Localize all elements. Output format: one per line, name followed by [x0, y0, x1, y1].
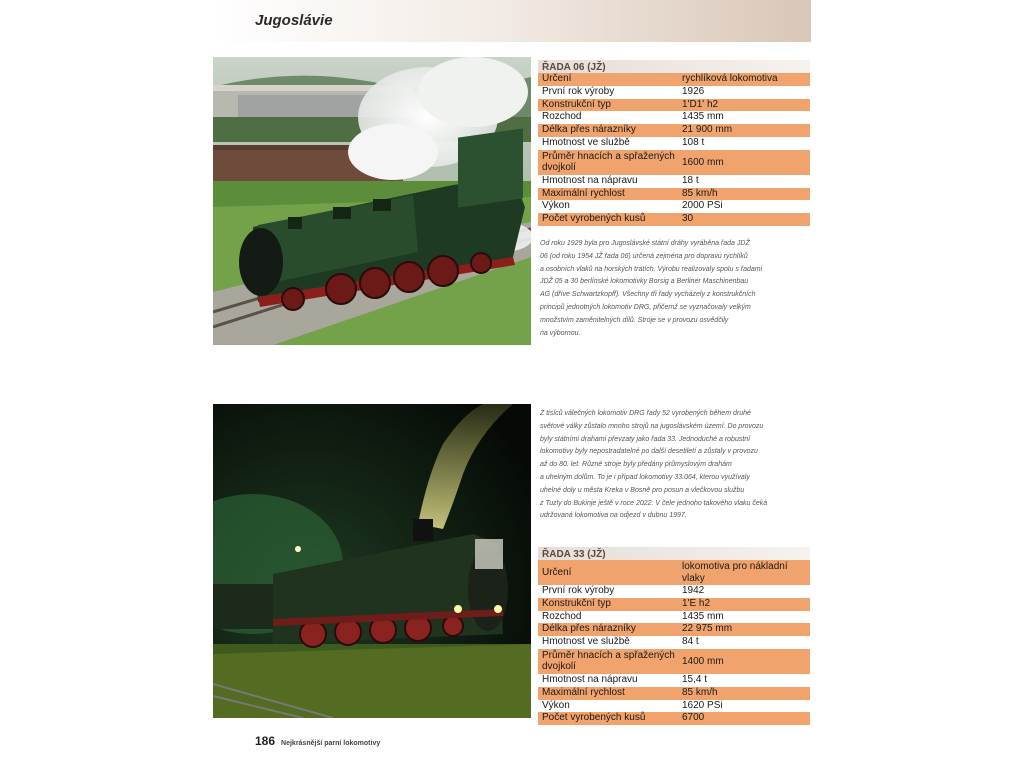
spec-label: Hmotnost na nápravu [542, 174, 638, 186]
description-line: až do 80. let. Různé stroje byly předány průmyslovým drahám [540, 461, 732, 469]
table-row [538, 175, 810, 188]
description-rada-06 [540, 238, 780, 340]
table-row [538, 137, 810, 150]
spec-table-rada-06 [538, 60, 810, 226]
spec-label: Určení [542, 566, 572, 578]
spec-label: Konstrukční typ [542, 597, 611, 609]
spec-label: Hmotnost ve službě [542, 136, 630, 148]
description-line: Od roku 1929 byla pro Jugoslávské státní dráhy vyráběna řada JDŽ [540, 240, 750, 247]
spec-value: 1942 [682, 585, 705, 596]
spec-value: 6700 [682, 712, 705, 724]
spec-label: Délka přes nárazníky [542, 124, 636, 136]
table-row [538, 623, 810, 636]
spec-value: 85 km/h [682, 187, 718, 199]
spec-table-title: ŘADA 06 (JŽ) [538, 60, 810, 73]
spec-value: 1435 mm [682, 610, 724, 622]
spec-label: Průměr hnacích a spřažených dvojkolí [542, 649, 675, 673]
table-row [538, 585, 810, 598]
description-line: na výbornou. [540, 329, 581, 337]
spec-value: rychlíková lokomotiva [682, 73, 778, 84]
table-row [538, 73, 810, 86]
table-row [538, 674, 810, 687]
spec-label: Rozchod [542, 610, 582, 622]
table-row [538, 86, 810, 99]
page-number: 186 [255, 734, 276, 748]
spec-label: Délka přes nárazníky [542, 623, 636, 635]
page-title: Jugoslávie [255, 12, 333, 29]
description-line: světové války zůstalo mnoho strojů na jugoslávském území. Do provozu [540, 422, 764, 430]
description-line: z Tuzly do Bukinje ještě v roce 2022. V čele jednoho takového vlaku čeká [540, 499, 768, 507]
spec-value: 1'D1' h2 [682, 98, 719, 110]
locomotive-photo-night [213, 404, 531, 718]
spec-value: lokomotiva pro nákladní vlaky [682, 561, 788, 584]
locomotive-photo-daytime [213, 57, 531, 345]
table-row [538, 636, 810, 649]
spec-label: Počet vyrobených kusů [542, 712, 646, 724]
spec-table-title: ŘADA 33 (JŽ) [538, 547, 810, 560]
description-line: uhelné doly u města Kreka v Bosně pro posun a vlečkovou službu [540, 486, 745, 494]
table-row [538, 687, 810, 700]
table-row [538, 200, 810, 213]
spec-label: Hmotnost na nápravu [542, 673, 638, 685]
table-row [538, 611, 810, 624]
description-line: byly státními drahami převzaty jako řada 33. Jednoduché a robustní [540, 435, 751, 443]
spec-value: 2000 PSi [682, 200, 723, 212]
spec-label: Průměr hnacích a spřažených dvojkolí [542, 150, 675, 174]
spec-label: Výkon [542, 200, 570, 212]
table-row [538, 111, 810, 124]
table-row [538, 598, 810, 611]
spec-table-rada-33 [538, 547, 810, 725]
spec-value: 1435 mm [682, 111, 724, 123]
spec-value: 1600 mm [682, 156, 724, 168]
description-line: udržovaná lokomotiva na odjezd v dubnu 1997. [540, 512, 687, 520]
spec-value: 85 km/h [682, 686, 718, 698]
description-rada-33 [540, 408, 780, 523]
spec-value: 18 t [682, 174, 699, 186]
description-line: principů jednotných lokomotiv DRG, přičemž se vyznačovaly velkým [540, 303, 751, 311]
description-line: množstvím zaměnitelných dílů. Stroje se v provozu osvědčily [540, 316, 729, 324]
spec-label: Maximální rychlost [542, 686, 625, 698]
spec-value: 1400 mm [682, 655, 724, 667]
description-line: JDŽ 05 a 30 berlínské lokomotivky Borsig a Berliner Maschinenbau [540, 278, 749, 286]
spec-value: 1926 [682, 85, 705, 97]
description-line: lokomotivy byly nepostradatelné po další desetiletí a zůstaly v provozu [540, 448, 758, 456]
spec-label: Hmotnost ve službě [542, 636, 630, 648]
description-line: AG (dříve Schwartzkopff). Všechny tři řady vycházely z konstrukčních [540, 291, 756, 299]
description-line: a uhelným dolům. To je i případ lokomotivy 33.064, kterou využívaly [540, 473, 750, 481]
spec-value: 1620 PSi [682, 699, 723, 711]
description-line: a osobních vlaků na horských tratích. Výrobu realizovaly spolu s řadami [540, 265, 763, 273]
spec-value: 1'E h2 [682, 597, 711, 609]
spec-value: 22 975 mm [682, 623, 733, 635]
description-line: Z tisíců válečných lokomotiv DRG řady 52 vyrobených během druhé [540, 410, 751, 417]
spec-label: Rozchod [542, 111, 582, 123]
spec-label: První rok výroby [542, 585, 615, 596]
page-header [213, 0, 811, 42]
spec-value: 21 900 mm [682, 124, 733, 136]
spec-label: Výkon [542, 699, 570, 711]
description-line: 06 (od roku 1954 JŽ řada 06) určená zejména pro dopravu rychlíků [540, 252, 748, 260]
spec-value: 84 t [682, 636, 699, 648]
book-page [213, 0, 811, 768]
table-row [538, 712, 810, 725]
table-row [538, 99, 810, 112]
book-title: Nejkrásnější parní lokomotivy [281, 740, 381, 747]
spec-value: 30 [682, 213, 694, 225]
spec-label: Určení [542, 73, 572, 84]
table-row [538, 188, 810, 201]
table-row [538, 150, 810, 175]
table-row [538, 213, 810, 226]
spec-label: První rok výroby [542, 85, 615, 97]
spec-value: 15,4 t [682, 673, 708, 685]
spec-value: 108 t [682, 136, 705, 148]
spec-label: Konstrukční typ [542, 98, 611, 110]
table-row [538, 560, 810, 585]
page-footer [255, 734, 380, 748]
table-row [538, 124, 810, 137]
spec-label: Maximální rychlost [542, 187, 625, 199]
table-row [538, 700, 810, 713]
table-row [538, 649, 810, 674]
spec-label: Počet vyrobených kusů [542, 213, 646, 225]
